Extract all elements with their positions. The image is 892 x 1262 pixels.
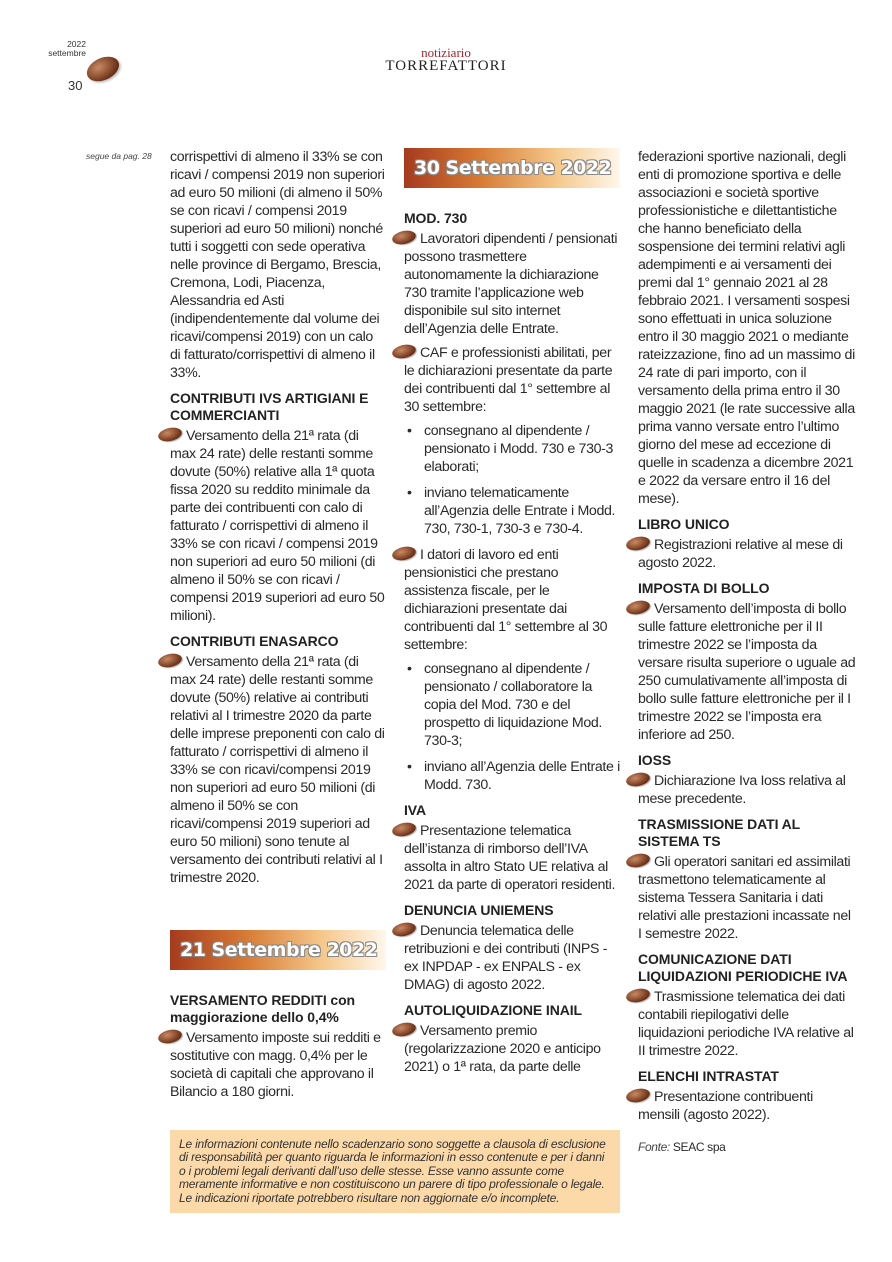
coffee-bean-icon: [625, 771, 651, 789]
source-label: Fonte:: [638, 1140, 670, 1154]
coffee-bean-icon: [625, 599, 651, 617]
date-banner: 21 Settembre 2022: [170, 930, 386, 970]
coffee-bean-icon: [625, 852, 651, 870]
section-heading: COMUNICAZIONE DATI LIQUIDAZIONI PERIODICHE IVA: [638, 951, 848, 984]
source-credit: [638, 1138, 856, 1156]
paragraph: [638, 1088, 856, 1124]
section-heading: VERSAMENTO REDDITI con maggiorazione dello 0,4%: [170, 992, 356, 1025]
list-item: • inviano telematicamente all’Agenzia delle Entrate i Modd. 730, 730-1, 730-3 e 730-4.: [404, 484, 620, 538]
continued-note: segue da pag. 28: [86, 151, 152, 161]
section-heading: CONTRIBUTI IVS ARTIGIANI E COMMERCIANTI: [170, 390, 369, 423]
section-heading: MOD. 730: [404, 210, 467, 226]
list-item: • inviano all’Agenzia delle Entrate i Modd. 730.: [404, 758, 620, 794]
date-banner: 30 Settembre 2022: [404, 148, 620, 188]
paragraph-text: CAF e professionisti abilitati, per le dichiarazioni presentate da parte dei contribuenti dal 1° settembre al 30 settembre:: [404, 345, 613, 415]
masthead-logo: [0, 47, 892, 74]
column-1-top: [170, 148, 386, 893]
paragraph: [638, 536, 856, 572]
paragraph-text: Presentazione contribuenti mensili (agosto 2022).: [638, 1089, 813, 1123]
paragraph-text: Versamento dell’imposta di bollo sulle fatture elettroniche per il II trimestre 2022 se l’imposta da versare risulta superiore o uguale ad 250 cumulativamente all’imposta di bollo sulle fatture elettroniche per il I trimestre 2022 se l’imposta era inferiore ad 250.: [638, 601, 856, 743]
bullet-list: [404, 484, 620, 538]
paragraph: [170, 148, 386, 382]
paragraph-text: Presentazione telematica dell’istanza di rimborso dell’IVA assolta in altro Stato UE relativa al 2021 da parte di operatori residenti.: [404, 823, 616, 893]
paragraph: [404, 822, 620, 894]
coffee-bean-icon: [391, 229, 417, 247]
paragraph: [638, 988, 856, 1060]
section-heading: AUTOLIQUIDAZIONE INAIL: [404, 1002, 582, 1018]
column-1-bottom: [170, 930, 386, 1107]
issue-year: 2022: [67, 39, 86, 49]
column-3: [638, 148, 856, 1156]
coffee-bean-icon: [625, 535, 651, 553]
paragraph: [170, 1029, 386, 1101]
paragraph: [638, 148, 856, 508]
paragraph: [638, 853, 856, 943]
paragraph: [170, 427, 386, 625]
section-heading: TRASMISSIONE DATI AL SISTEMA TS: [638, 816, 800, 849]
paragraph: [404, 1022, 620, 1076]
bullet-list: [404, 422, 620, 476]
coffee-bean-icon: [391, 921, 417, 939]
section-heading: ELENCHI INTRASTAT: [638, 1068, 779, 1084]
paragraph-text: Lavoratori dipendenti / pensionati possono trasmettere autonomamente la dichiarazione 730 tramite l’applicazione web disponibile sul sito internet dell’Agenzia delle Entrate.: [404, 231, 618, 337]
paragraph-text: Versamento della 21ª rata (di max 24 rate) delle restanti somme dovute (50%) relative ai contributi relativi al I trimestre 2020 da parte delle imprese preponenti con calo di fatturato / corrispettivi di almeno il 33% se con ricavi/compensi 2019 non superiori ad euro 50 milioni (di almeno il 50% se con ricavi/compensi 2019 superiori ad euro 50 milioni) sono tenute al versamento dei contributi relativi al I trimestre 2020.: [170, 654, 385, 886]
coffee-bean-icon: [625, 1087, 651, 1105]
list-item: • consegnano al dipendente / pensionato i Modd. 730 e 730-3 elaborati;: [404, 422, 620, 476]
coffee-bean-icon: [391, 1021, 417, 1039]
coffee-bean-icon: [157, 652, 183, 670]
bullet-list: [404, 660, 620, 750]
section-heading: CONTRIBUTI ENASARCO: [170, 633, 339, 649]
page-number: 30: [68, 78, 83, 93]
paragraph: [404, 922, 620, 994]
paragraph-text: Versamento premio (regolarizzazione 2020 e anticipo 2021) o 1ª rata, da parte delle: [404, 1023, 601, 1075]
masthead-bottom: TORREFATTORI: [385, 58, 507, 74]
coffee-bean-icon: [391, 545, 417, 563]
paragraph-text: corrispettivi di almeno il 33% se con ricavi / compensi 2019 non superiori ad euro 50 milioni (di almeno il 50% se con ricavi / compensi 2019 superiori ad euro 50 milioni) nonché tutti i soggetti con sede operativa nelle province di Bergamo, Brescia, Cremona, Lodi, Piacenza, Alessandria ed Asti (indipendentemente dal volume dei ricavi/compensi 2019) con un calo di fatturato/corrispettivi di almeno il 33%.: [170, 149, 385, 381]
column-2: [404, 148, 620, 1082]
paragraph: [404, 230, 620, 338]
paragraph-text: Gli operatori sanitari ed assimilati trasmettono telematicamente al sistema Tessera Sanitaria i dati relativi alle prestazioni incassate nel I semestre 2022.: [638, 854, 851, 942]
section-heading: IMPOSTA DI BOLLO: [638, 580, 770, 596]
coffee-bean-icon: [625, 987, 651, 1005]
paragraph-text: I datori di lavoro ed enti pensionistici che prestano assistenza fiscale, per le dichiarazioni presentate dai contribuenti dal 1° settembre al 30 settembre:: [404, 547, 608, 653]
paragraph-text: Dichiarazione Iva Ioss relativa al mese precedente.: [638, 773, 846, 807]
paragraph: [638, 600, 856, 744]
issue-month: settembre: [48, 48, 86, 58]
section-heading: DENUNCIA UNIEMENS: [404, 902, 554, 918]
paragraph-text: Trasmissione telematica dei dati contabili riepilogativi delle liquidazioni periodiche IVA relative al II trimestre 2022.: [638, 989, 854, 1059]
coffee-bean-icon: [391, 821, 417, 839]
section-heading: LIBRO UNICO: [638, 516, 730, 532]
paragraph: [404, 344, 620, 416]
bullet-list: [404, 758, 620, 794]
paragraph: [404, 546, 620, 654]
source-value: SEAC spa: [672, 1140, 726, 1154]
section-heading: IOSS: [638, 752, 672, 768]
coffee-bean-icon: [391, 343, 417, 361]
list-item: • consegnano al dipendente / pensionato / collaboratore la copia del Mod. 730 e del prospetto di liquidazione Mod. 730-3;: [404, 660, 620, 750]
paragraph-text: Denuncia telematica delle retribuzioni e dei contributi (INPS - ex INPDAP - ex ENPALS - ex DMAG) di agosto 2022.: [404, 923, 608, 993]
paragraph-text: Registrazioni relative al mese di agosto 2022.: [638, 537, 843, 571]
paragraph-text: federazioni sportive nazionali, degli enti di promozione sportiva e delle associazioni e società sportive professionistiche e dilettantistiche che hanno beneficiato della sospensione dei termini relativi agli adempimenti e ai versamenti dei premi dal 1° gennaio 2021 al 28 febbraio 2021. I versamenti sospesi sono effettuati in unica soluzione entro il 30 maggio 2021 o mediante rateizzazione, fino ad un massimo di 24 rate di pari importo, con il versamento della prima entro il 30 maggio 2021 (le rate successive alla prima vanno versate entro l’ultimo giorno del mese ad eccezione di quelle in scadenza a dicembre 2021 e 2022 da versare entro il 16 del mese).: [638, 149, 855, 507]
disclaimer-box: Le informazioni contenute nello scadenzario sono soggette a clausola di esclusione di responsabilità per quanto riguarda le informazioni in esso contenute e per i danni o i problemi legali derivanti dall’uso delle stesse. Esse vanno assunte come meramente informative e non costituiscono un parere di tipo professionale o legale. Le indicazioni riportate potrebbero risultare non aggiornate e/o incomplete.: [170, 1130, 620, 1213]
coffee-bean-icon: [157, 1028, 183, 1046]
paragraph-text: Versamento della 21ª rata (di max 24 rate) delle restanti somme dovute (50%) relative alla 1ª quota fissa 2020 su reddito minimale da parte dei contribuenti con calo di fatturato / corrispettivi di almeno il 33% se con ricavi / compensi 2019 non superiori ad euro 50 milioni (di almeno il 50% se con ricavi / compensi 2019 superiori ad euro 50 milioni).: [170, 428, 385, 624]
paragraph: [170, 653, 386, 887]
paragraph: [638, 772, 856, 808]
coffee-bean-icon: [157, 426, 183, 444]
masthead-top: notiziario: [421, 45, 471, 60]
paragraph-text: Versamento imposte sui redditi e sostitutive con magg. 0,4% per le società di capitali che approvano il Bilancio a 180 giorni.: [170, 1030, 381, 1100]
section-heading: IVA: [404, 802, 426, 818]
